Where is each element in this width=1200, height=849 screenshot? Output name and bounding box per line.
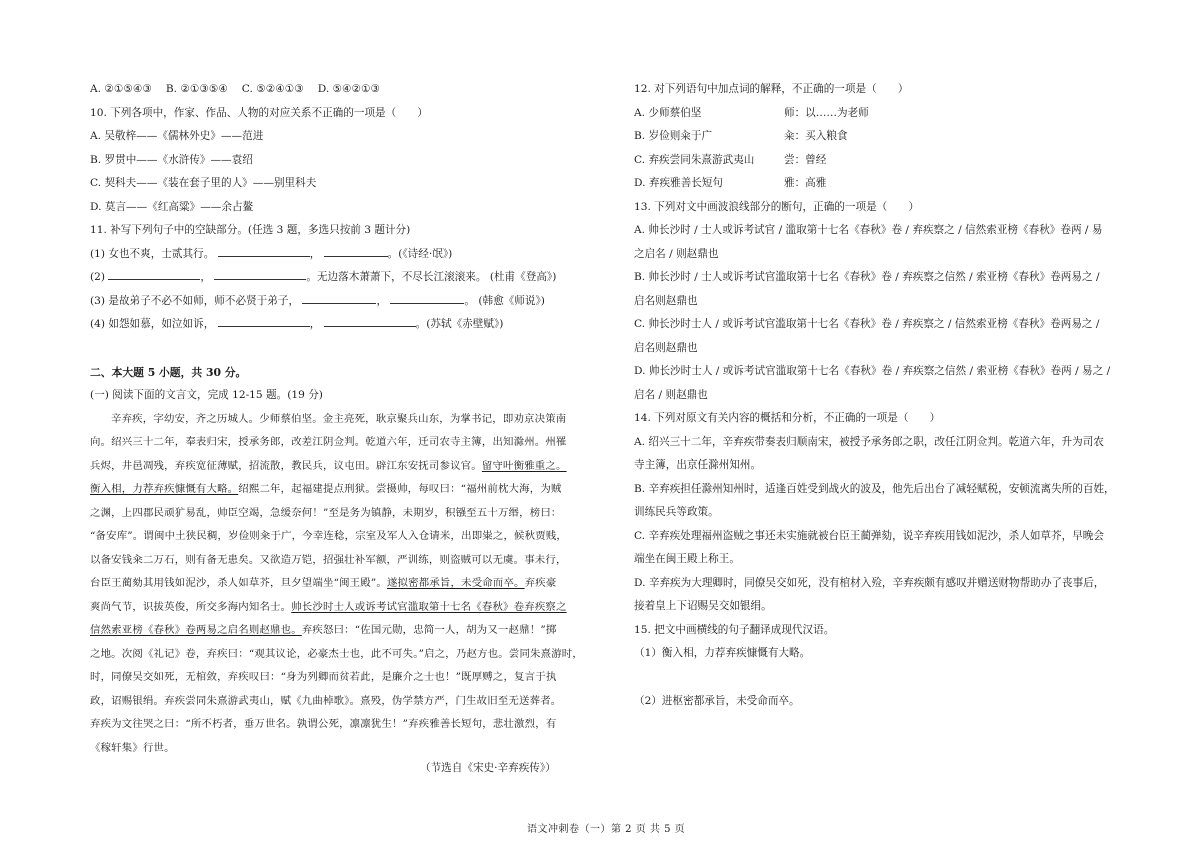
q13-option-d: D. 帅长沙时士人 / 或诉考试官滥取第十七名《春秋》卷 / 弃疾察之信然 / 索亚榜《春秋》卷两 / 易之 / [634,365,1111,377]
passage-line: 以备安钱籴二万石，则有备无患矣。又欲造万铠，招强壮补军额，严训练，则盗贼可以无虞。事未行， [90,553,567,566]
q14-option-b-cont: 训练民兵等政策。 [634,506,719,518]
passage-line: 弃疾为文往哭之曰：“所不朽者，垂万世名。孰谓公死，凛凛犹生！”弃疾雅善长短句，悲壮激烈，有 [90,718,557,730]
passage-line: 之渊，上四郡民顽犷易乱，帅臣空竭，急缓奈何！”至是务为镇静，未期岁，积镪至五十万缗，榜曰： [90,506,562,519]
q11-item-1: (1) 女也不爽，士贰其行。 ， 。(《诗经·氓》) [90,243,570,267]
passage-line: 爽尚气节，识拔英俊，所交多海内知名士。帅长沙时士人或诉考试官滥取第十七名《春秋》卷弃疾察之 [90,600,567,613]
q14-stem: 14. 下列对原文有关内容的概括和分析，不正确的一项是（ ） [634,412,941,424]
passage-line: 政，诏赐银绢。弃疾尝同朱熹游武夷山，赋《九曲棹歌》。熹殁，伪学禁方严，门生故旧至无送葬者。 [90,694,562,707]
section-2-title: 二、本大题 5 小题，共 30 分。 [90,365,247,379]
q13-option-a-cont: 之启名 / 则赵鼎也 [634,247,719,260]
wavy-underlined-sentence: 信然索亚榜《春秋》卷两易之启名则赵鼎也。 [90,624,302,636]
q13-option-b: B. 帅长沙时 / 士人或诉考试官滥取第十七名《春秋》卷 / 弃疾察之信然 / 索亚榜《春秋》卷两易之 / [634,271,1100,283]
q12-option-a: A. 少师蔡伯坚 师：以……为老师 [634,106,869,119]
q12-option-c: C. 弃疾尝同朱熹游武夷山 尝：曾经 [634,153,827,166]
underlined-sentence: 衡入相，力荐弃疾慷慨有大略。 [90,483,239,495]
answer-blank[interactable] [108,267,200,280]
passage-line: 之地。次阅《礼记》卷，弃疾曰：“观其议论，必豪杰士也，此不可失。”启之，乃赵方也。尝同朱熹游时， [90,647,583,660]
underlined-sentence: 遂拟密都承旨，未受命而卒。 [386,577,525,589]
passage-line: 兵烬，井邑凋残，弃疾宽征薄赋，招流散，教民兵，议屯田。辟江东安抚司参议官。留守叶衡雅重之。 [90,459,567,472]
answer-blank[interactable] [302,291,376,304]
passage-line: 信然索亚榜《春秋》卷两易之启名则赵鼎也。弃疾怒曰：“佐国元勋，忠简一人，胡为又一赵鼎！”掷 [90,624,557,636]
q11-stem: 11. 补写下列句子中的空缺部分。(任选 3 题，多选只按前 3 题计分) [90,224,411,236]
passage-line: 衡入相，力荐弃疾慷慨有大略。绍熙二年，起福建提点刑狱。尝摄帅，每叹曰：“福州前枕大海，为贼 [90,483,562,495]
q14-option-a-cont: 寺主簿，出京任滁州知州。 [634,459,762,471]
q13-stem: 13. 下列对文中画波浪线部分的断句，正确的一项是（ ） [634,200,920,213]
right-column [634,78,1115,713]
answer-blank[interactable] [324,314,416,327]
underlined-sentence: 留守叶衡雅重之。 [481,459,567,472]
answer-blank[interactable] [214,267,306,280]
passage-line: 辛弃疾，字幼安，齐之历城人。少师蔡伯坚。金主亮死，耿京聚兵山东，为掌书记，即劝京决策南 [111,412,567,425]
q14-option-c: C. 辛弃疾处理福州盗贼之事还未实施就被台臣王蔺弹劾，说辛弃疾用钱如泥沙，杀人如草芥，早晚会 [634,529,1104,542]
q10-option-a: A. 吴敬梓——《儒林外史》——范进 [90,130,264,142]
passage-line: 时，同僚吴交如死，无棺敛，弃疾叹曰：“身为列卿而贫若此，是廉介之士也！”既厚赙之，复言于执 [90,671,557,683]
q10-option-b: B. 罗贯中——《水浒传》——袁绍 [90,153,253,166]
wavy-underlined-sentence: 帅长沙时士人或诉考试官滥取第十七名《春秋》卷弃疾察之 [291,600,567,613]
q14-option-c-cont: 端坐在闽王殿上称王。 [634,553,740,565]
q14-option-d: D. 辛弃疾为大理卿时，同僚吴交如死，没有棺材入殓，辛弃疾颇有感叹并赠送财物帮助办了丧事后， [634,576,1105,589]
q12-stem: 12. 对下列语句中加点词的解释，不正确的一项是（ ） [634,83,909,95]
classical-passage [90,408,583,761]
answer-space[interactable] [634,666,1110,690]
q12-option-d: D. 弃疾雅善长短句 雅：高雅 [634,177,827,189]
q13-option-c-cont: 启名则赵鼎也 [634,341,698,354]
answer-blank[interactable] [218,314,310,327]
passage-line: 台臣王蔺劾其用钱如泥沙，杀人如草芥，旦夕望端坐“闽王殿”。遂拟密都承旨，未受命而卒。弃疾豪 [90,577,557,589]
q13-option-b-cont: 启名则赵鼎也 [634,294,698,307]
q11-item-2: (2) ， 。无边落木萧萧下，不尽长江滚滚来。 (杜甫《登高》) [90,266,570,290]
answer-blank[interactable] [218,244,310,257]
q12-option-b: B. 岁俭则籴于广 籴：买入粮食 [634,130,848,142]
answer-blank[interactable] [390,291,464,304]
q11-item-3: (3) 是故弟子不必不如师，师不必贤于弟子， ， 。 (韩愈《师说》) [90,290,570,314]
q9-options: A. ②①⑤④③ B. ②①③⑤④ C. ⑤②④①③ D. ⑤④②①③ [90,83,381,95]
passage-line: 《稼轩集》行世。 [90,741,175,754]
q15-item-1: （1）衡入相，力荐弃疾慷慨有大略。 [634,647,811,659]
q15-item-2: （2）进枢密都承旨，未受命而卒。 [634,694,800,707]
q10-stem: 10. 下列各项中，作家、作品、人物的对应关系不正确的一项是（ ） [90,106,429,119]
q13-option-d-cont: 启名 / 则赵鼎也 [634,388,708,401]
page-footer: 语文冲刺卷（一）第 2 页 共 5 页 [527,824,686,835]
section-2-intro: (一) 阅读下面的文言文，完成 12-15 题。(19 分) [90,389,323,401]
q14-option-a: A. 绍兴三十二年，辛弃疾带奏表归顺南宋，被授予承务郎之职，改任江阴佥判。乾道六年，升为司农 [634,435,1104,448]
q13-option-c: C. 帅长沙时士人 / 或诉考试官滥取第十七名《春秋》卷 / 弃疾察之 / 信然索亚榜《春秋》卷两易之 / [634,318,1100,330]
passage-line: 向。绍兴三十二年，奉表归宋，授承务郎，改差江阴佥判。乾道六年，迁司农寺主簿，出知滁州。州罹 [90,436,567,448]
q15-stem: 15. 把文中画横线的句子翻译成现代汉语。 [634,623,835,636]
q14-option-d-cont: 接着皇上下诏赐吴交如银绢。 [634,600,772,612]
answer-blank[interactable] [324,244,388,257]
q10-option-d: D. 莫言——《红高粱》——余占鳌 [90,200,254,213]
q11-item-4: (4) 如怨如慕，如泣如诉， ， 。(苏轼《赤壁赋》) [90,313,570,337]
q13-option-a: A. 帅长沙时 / 士人或诉考试官 / 滥取第十七名《春秋》卷 / 弃疾察之 / 信然索亚榜《春秋》卷两 / 易 [634,224,1103,236]
q14-option-b: B. 辛弃疾担任滁州知州时，适逢百姓受到战火的波及，他先后出台了减轻赋税，安顿流离失所的百姓， [634,482,1115,495]
q10-option-c: C. 契科夫——《装在套子里的人》——别里科夫 [90,177,317,189]
passage-line: “备安库”。谓闽中土狭民稠，岁俭则籴于广，今幸连稔，宗室及军人入仓请米，出即粜之，候秋贾贱， [90,530,568,542]
passage-source: （节选自《宋史·辛弃疾传》） [420,762,556,774]
left-column [90,78,583,760]
